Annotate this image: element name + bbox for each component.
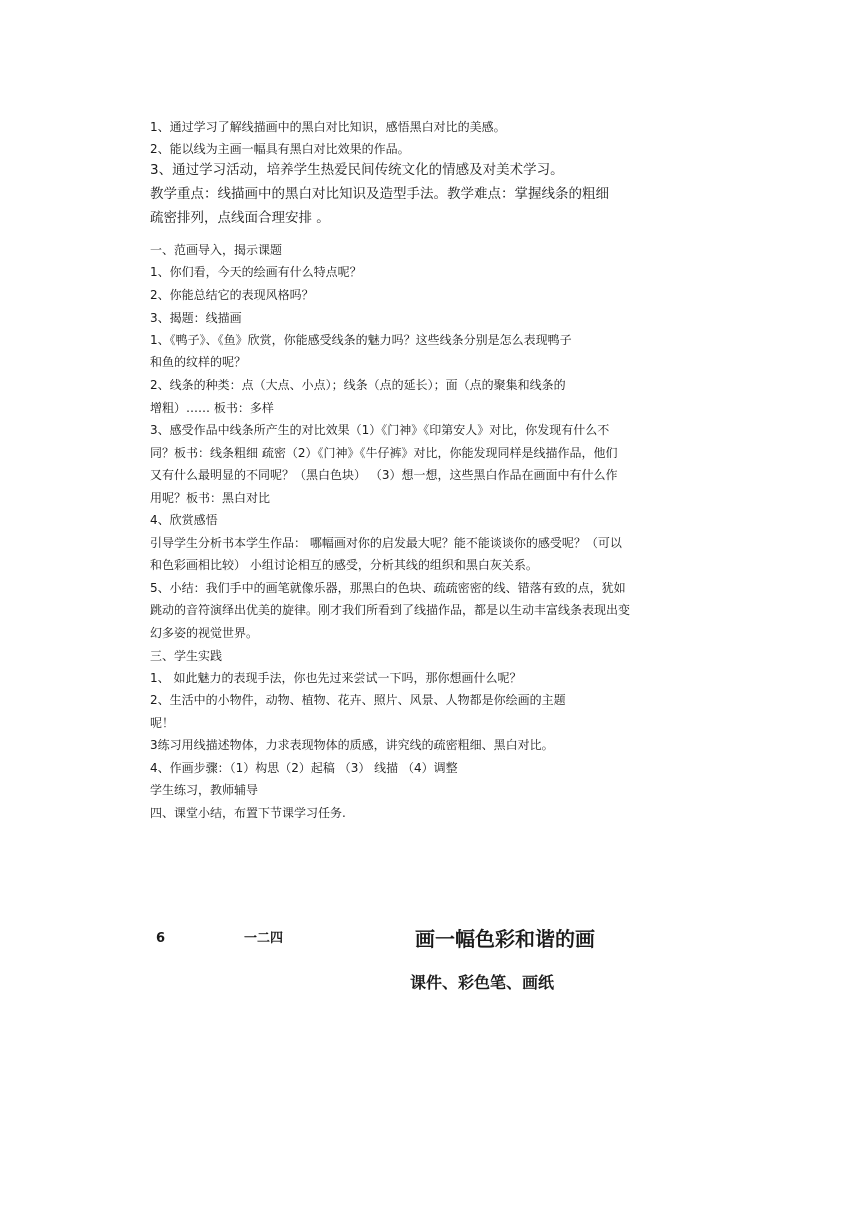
body-line: 1、你们看，今天的绘画有什么特点呢？ <box>150 265 362 279</box>
lesson-materials: 课件、彩色笔、画纸 <box>410 973 555 992</box>
body-line: 跳动的音符演绎出优美的旋律。刚才我们所看到了线描作品，都是以生动丰富线条表现出变 <box>150 603 631 617</box>
body-line: 3、感受作品中线条所产生的对比效果（1）《门神》《印第安人》对比，你发现有什么不 <box>150 423 610 437</box>
body-line: 4、欣赏感悟 <box>150 513 218 527</box>
body-line: 用呢？板书：黑白对比 <box>150 491 271 505</box>
objective-line: 3、通过学习活动，培养学生热爱民间传统文化的情感及对美术学习。 <box>150 162 564 178</box>
body-line: 又有什么最明显的不同呢？（黑白色块） （3）想一想，这些黑白作品在画面中有什么作 <box>150 468 618 482</box>
section-heading: 三、学生实践 <box>150 649 223 663</box>
body-line: 2、线条的种类：点（大点、小点）；线条（点的延长）；面（点的聚集和线条的 <box>150 378 566 392</box>
body-line: 4、作画步骤：（1）构思（2）起稿 （3） 线描 （4）调整 <box>150 761 458 775</box>
body-line: 和色彩画相比较） 小组讨论相互的感受，分析其线的组织和黑白灰关系。 <box>150 558 538 572</box>
body-line: 学生练习，教师辅导 <box>150 783 259 797</box>
body-line: 1、 如此魅力的表现手法，你也先过来尝试一下吗，那你想画什么呢？ <box>150 671 522 685</box>
key-points-line: 疏密排列，点线面合理安排 。 <box>150 210 330 226</box>
body-line: 3、揭题：线描画 <box>150 311 242 325</box>
body-line: 2、生活中的小物件，动物、植物、花卉、照片、风景、人物都是你绘画的主题 <box>150 693 566 707</box>
lesson-time: 一二四 <box>244 931 284 946</box>
body-line: 5、小结：我们手中的画笔就像乐器，那黑白的色块、疏疏密密的线、错落有致的点，犹如 <box>150 581 626 595</box>
key-points-line: 教学重点：线描画中的黑白对比知识及造型手法。教学难点：掌握线条的粗细 <box>150 186 609 202</box>
body-line: 和鱼的纹样的呢？ <box>150 355 247 369</box>
lesson-number: 6 <box>156 931 166 946</box>
body-line: 2、你能总结它的表现风格吗？ <box>150 288 314 302</box>
objective-line: 2、能以线为主画一幅具有黑白对比效果的作品。 <box>150 142 410 156</box>
body-line: 幻多姿的视觉世界。 <box>150 626 259 640</box>
section-heading: 一、范画导入，揭示课题 <box>150 243 283 257</box>
body-line: 1、《鸭子》、《鱼》欣赏，你能感受线条的魅力吗？这些线条分别是怎么表现鸭子 <box>150 333 572 347</box>
body-line: 增粗）…… 板书：多样 <box>150 401 274 415</box>
lesson-title: 画一幅色彩和谐的画 <box>415 927 595 951</box>
objective-line: 1、通过学习了解线描画中的黑白对比知识，感悟黑白对比的美感。 <box>150 120 506 134</box>
body-line: 引导学生分析书本学生作品： 哪幅画对你的启发最大呢？能不能谈谈你的感受呢？（可以 <box>150 536 622 550</box>
section-heading: 四、课堂小结，布置下节课学习任务. <box>150 806 346 820</box>
body-line: 同？板书：线条粗细 疏密（2）《门神》《牛仔裤》对比，你能发现同样是线描作品，他们 <box>150 446 618 460</box>
body-line: 呢！ <box>150 716 175 730</box>
body-line: 3练习用线描述物体，力求表现物体的质感，讲究线的疏密粗细、黑白对比。 <box>150 738 554 752</box>
